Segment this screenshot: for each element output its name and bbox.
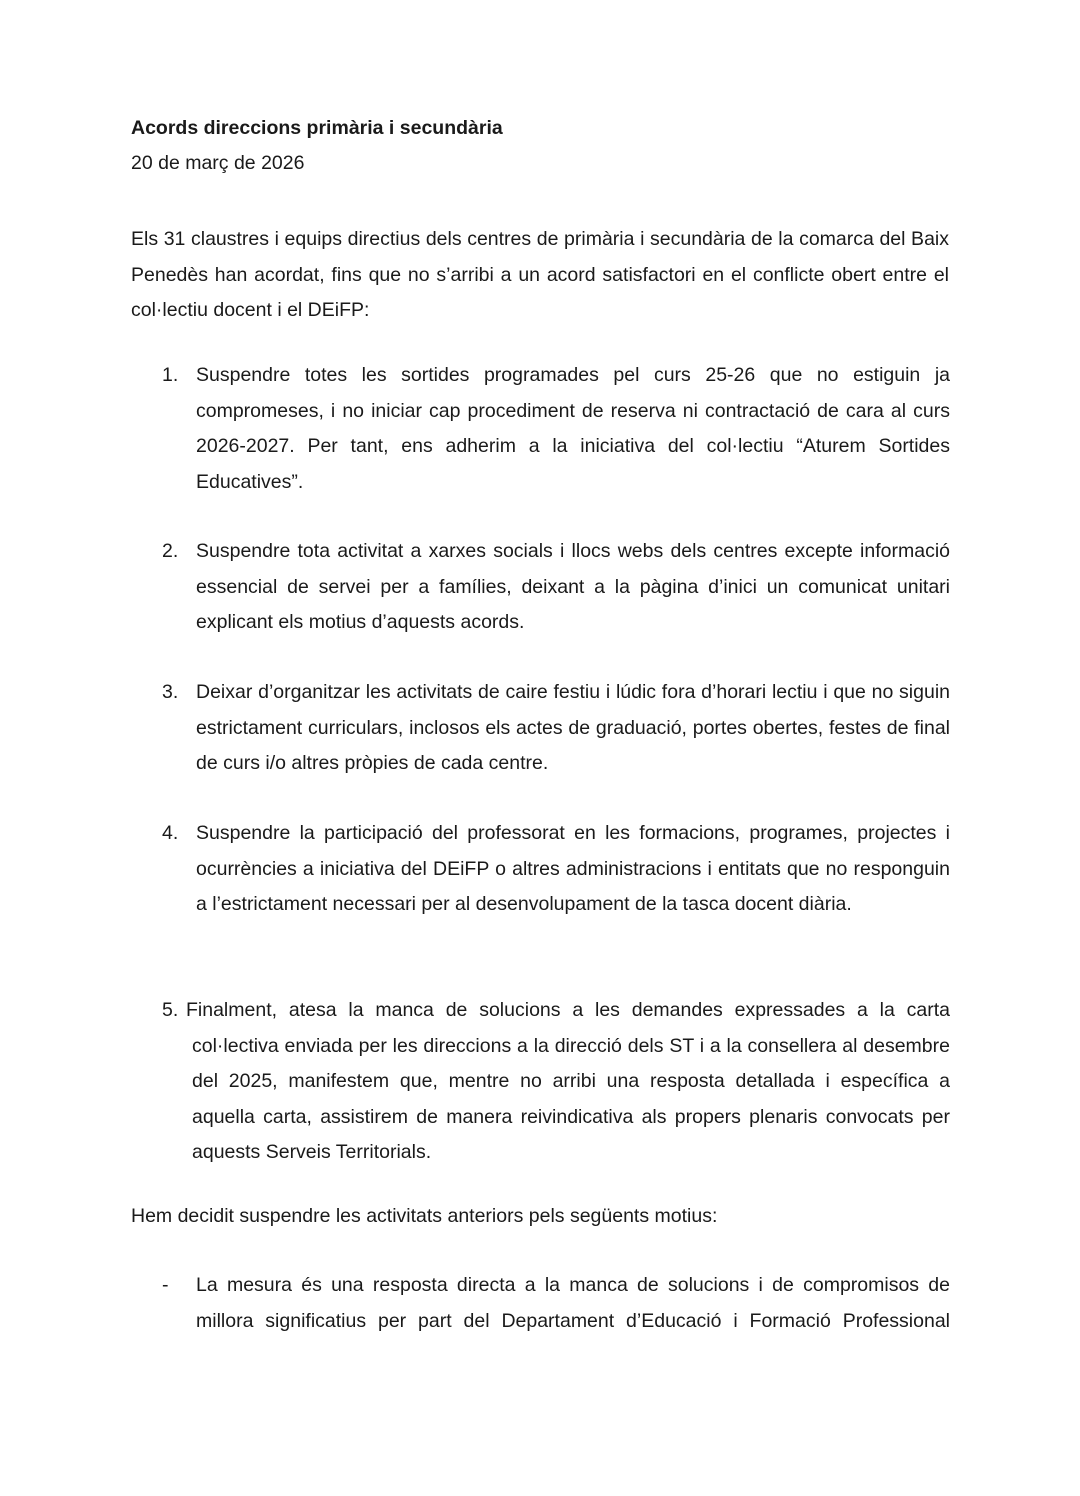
document-title: Acords direccions primària i secundària [131,117,503,139]
item-text: Suspendre totes les sortides programades pel curs 25-26 que no estiguin ja compromeses, i no iniciar cap procediment de reserva ni contractació de cara al curs 2026-2027. Per tant, ens adherim a la iniciativa del col·lectiu “Aturem Sortides Educatives”. [196,364,950,493]
agreement-item-2 [162,534,950,641]
document-date: 20 de març de 2026 [131,152,305,174]
item-text: Deixar d’organitzar les activitats de caire festiu i lúdic fora d’horari lectiu i que no siguin estrictament curriculars, inclosos els actes de graduació, portes obertes, festes de final de curs i/o altres pròpies de cada centre. [196,681,950,774]
agreement-item-1 [162,358,950,500]
item-number: 1. [162,364,179,386]
item-text: Finalment, atesa la manca de solucions a les demandes expressades a la carta col·lectiva enviada per les direccions a la direcció dels ST i a la consellera al desembre del 2025, manifestem que, mentre no arribi una resposta detallada i específica a aquella carta, assistirem de manera reivindicativa als propers plenaris convocats per aquests Serveis Territorials. [186,999,950,1163]
item-number: 3. [162,681,179,703]
item-text: Suspendre tota activitat a xarxes socials i llocs webs dels centres excepte informació essencial de servei per a famílies, deixant a la pàgina d’inici un comunicat unitari explicant els motius d’aquests acords. [196,540,950,633]
reason-text: La mesura és una resposta directa a la manca de solucions i de compromisos de millora significatius per part del Departament d’Educació i Formació Professional [196,1274,950,1332]
item-number: 5. [162,999,179,1021]
agreement-item-4 [162,816,950,923]
reasons-intro: Hem decidit suspendre les activitats anteriors pels següents motius: [131,1205,718,1227]
intro-paragraph: Els 31 claustres i equips directius dels centres de primària i secundària de la comarca del Baix Penedès han acordat, fins que no s’arribi a un acord satisfactori en el conflicte obert entre el col·lectiu docent i el DEiFP: [131,228,949,321]
agreement-item-3 [162,675,950,782]
item-number: 4. [162,822,179,844]
reason-item-1 [162,1268,950,1339]
item-text: Suspendre la participació del professorat en les formacions, programes, projectes i ocurrències a iniciativa del DEiFP o altres administracions i entitats que no responguin a l’estrictament necessari per al desenvolupament de la tasca docent diària. [196,822,950,915]
bullet-dash: - [162,1274,169,1296]
item-number: 2. [162,540,179,562]
agreement-item-5 [162,993,950,1171]
